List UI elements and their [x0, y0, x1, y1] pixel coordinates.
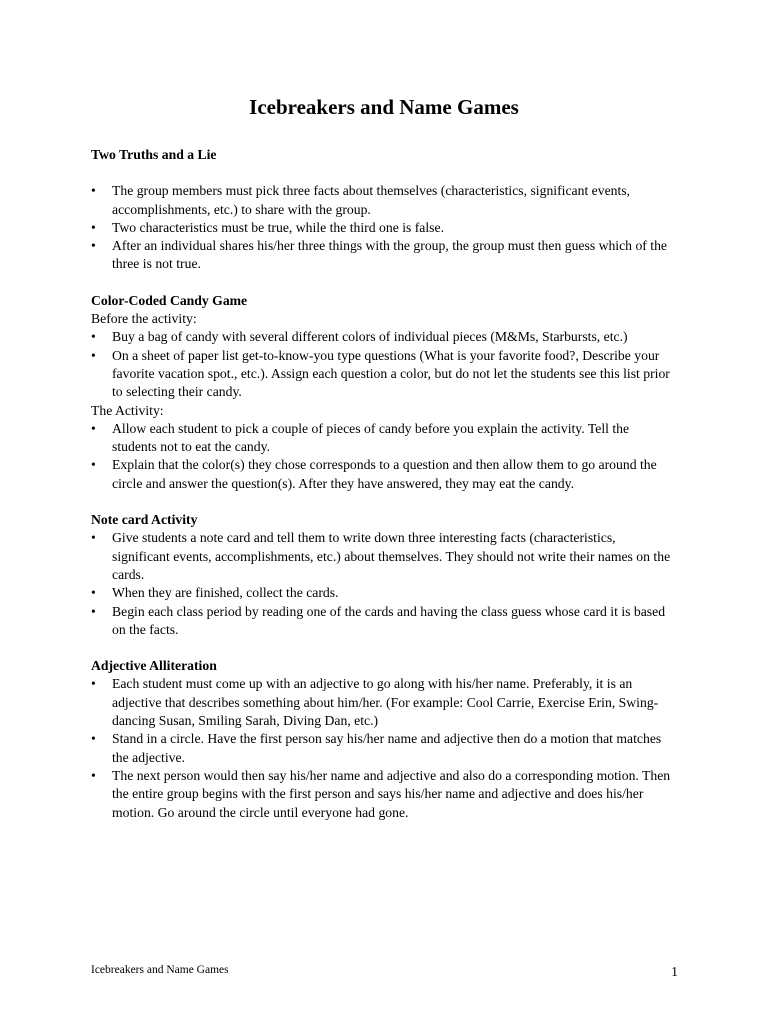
- list-item-text: Each student must come up with an adjective to go along with his/her name. Preferably, it is an adjective that describes something about him/her. (For example: Cool Carrie, Exercise Erin, Swing-dancing Susan, Smiling Sarah, Diving Dan, etc.): [112, 676, 659, 729]
- subsection-label: The Activity:: [91, 402, 164, 418]
- list-item-text: The group members must pick three facts about themselves (characteristics, significant events, accomplishments, etc.) to share with the group.: [112, 183, 631, 217]
- list-item: [91, 420, 675, 457]
- list-item: [91, 767, 675, 822]
- bullet-icon: •: [91, 676, 96, 692]
- section-two-truths: [91, 146, 675, 274]
- list-item: [91, 237, 675, 274]
- list-item: [91, 456, 675, 493]
- bullet-icon: •: [91, 329, 96, 345]
- bullet-icon: •: [91, 767, 96, 783]
- spacer: [91, 493, 675, 511]
- section-color-candy: [91, 292, 675, 493]
- bullet-icon: •: [91, 603, 96, 619]
- page-number: 1: [671, 964, 678, 979]
- section-heading: Two Truths and a Lie: [91, 147, 217, 162]
- list-item: [91, 328, 675, 346]
- list-item-text: On a sheet of paper list get-to-know-you type questions (What is your favorite food?, Describe your favorite vacation spot., etc.). Assign each question a color, but do not let the students see this list prior to selecting their candy.: [112, 347, 670, 400]
- list-item: [91, 584, 675, 602]
- footer-title: Icebreakers and Name Games: [91, 964, 229, 976]
- spacer: [91, 164, 675, 182]
- bullet-list: [91, 529, 675, 639]
- list-item: [91, 603, 675, 640]
- spacer: [91, 274, 675, 292]
- list-item: [91, 347, 675, 402]
- bullet-icon: •: [91, 219, 96, 235]
- list-item: [91, 219, 675, 237]
- list-item-text: Two characteristics must be true, while the third one is false.: [112, 219, 445, 235]
- bullet-list: [91, 182, 675, 273]
- list-item: [91, 529, 675, 584]
- section-heading: Note card Activity: [91, 512, 198, 528]
- bullet-icon: •: [91, 530, 96, 546]
- list-item-text: Allow each student to pick a couple of pieces of candy before you explain the activity. Tell the students not to eat the candy.: [112, 420, 630, 455]
- bullet-icon: •: [91, 420, 96, 436]
- subsection-label: Before the activity:: [91, 311, 197, 327]
- bullet-list: [91, 675, 675, 821]
- list-item-text: Stand in a circle. Have the first person say his/her name and adjective then do a motion that matches the adjective.: [112, 731, 662, 765]
- bullet-icon: •: [91, 183, 96, 199]
- list-item-text: The next person would then say his/her name and adjective and also do a corresponding motion. Then the entire group begins with the first person and says his/her name and adjective and does his/her motion. Go around the circle until everyone had gone.: [112, 767, 671, 820]
- bullet-list: [91, 328, 675, 401]
- bullet-icon: •: [91, 585, 96, 601]
- list-item: [91, 730, 675, 767]
- bullet-list: [91, 420, 675, 493]
- list-item: [91, 675, 675, 730]
- section-heading: Adjective Alliteration: [91, 658, 217, 674]
- list-item-text: Begin each class period by reading one of the cards and having the class guess whose card it is based on the facts.: [112, 603, 666, 637]
- list-item-text: Explain that the color(s) they chose corresponds to a question and then allow them to go around the circle and answer the question(s). After they have answered, they may eat the candy.: [112, 457, 657, 491]
- list-item-text: Buy a bag of candy with several different colors of individual pieces (M&Ms, Starbursts, etc.): [112, 329, 628, 345]
- page-title: Icebreakers and Name Games: [249, 95, 519, 119]
- section-adjective-alliteration: [91, 657, 675, 822]
- bullet-icon: •: [91, 457, 96, 473]
- bullet-icon: •: [91, 731, 96, 747]
- section-heading: Color-Coded Candy Game: [91, 292, 248, 308]
- section-note-card: [91, 511, 675, 639]
- bullet-icon: •: [91, 347, 96, 363]
- list-item-text: After an individual shares his/her three things with the group, the group must then guess which of the three is not true.: [112, 238, 667, 272]
- list-item-text: When they are finished, collect the cards.: [112, 585, 339, 601]
- spacer: [91, 639, 675, 657]
- document-body: [91, 146, 675, 822]
- bullet-icon: •: [91, 238, 96, 254]
- list-item-text: Give students a note card and tell them to write down three interesting facts (characteristics, significant events, accomplishments, etc.) about themselves. They should not write their names on the cards.: [112, 530, 671, 582]
- list-item: [91, 182, 675, 219]
